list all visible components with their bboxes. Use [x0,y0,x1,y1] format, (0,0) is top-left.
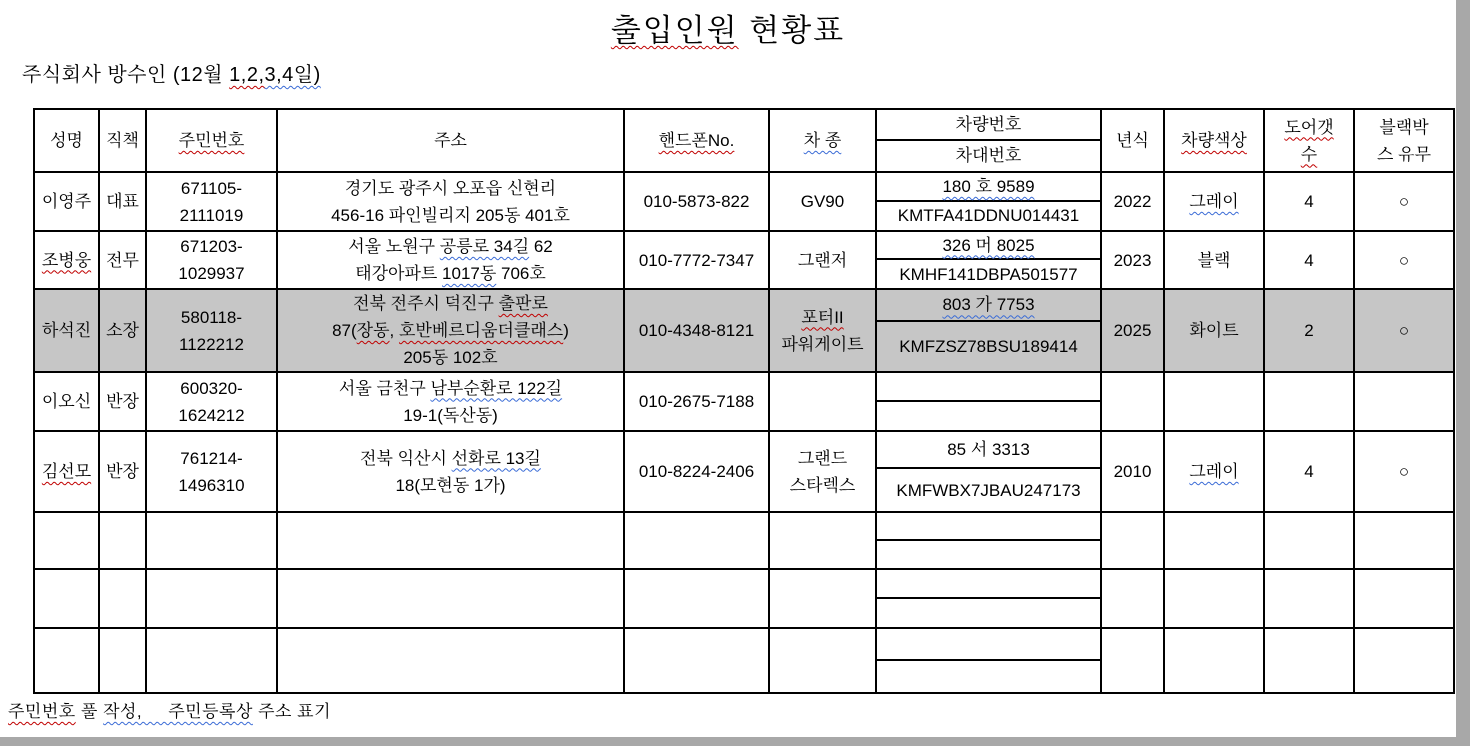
header-plate-no: 차량번호 [877,110,1100,141]
plate-no-subcell [877,373,1100,402]
address-cell: 서울 노원구 공릉로 34길 62 태강아파트 1017동 706호 [277,231,624,289]
name-cell [34,628,99,693]
table-header-row [34,109,1454,172]
plate-no-subcell [877,513,1100,541]
year-cell: 2025 [1101,289,1164,372]
header-name: 성명 [34,109,99,172]
blackbox-cell [1354,231,1454,289]
name-cell: 하석진 [34,289,99,372]
doors-cell [1264,512,1354,569]
address-cell [277,569,624,628]
phone-cell: 010-5873-822 [624,172,769,231]
address-cell: 서울 금천구 남부순환로 122길 19-1(독산동) [277,372,624,431]
header-color: 차량색상 [1164,109,1264,172]
resident-no-cell: 761214-1496310 [146,431,277,512]
circle-mark: ○ [1398,192,1410,211]
year-cell [1101,372,1164,431]
plate-no-subcell: 803 가 7753 [877,290,1100,322]
address-cell [277,512,624,569]
plate-vin-cell [876,231,1101,289]
circle-mark: ○ [1398,321,1410,340]
plate-vin-cell [876,569,1101,628]
footnote: 주민번호 풀 작성, 주민등록상 주소 표기 [8,702,332,721]
color-cell [1164,512,1264,569]
page-edge-bottom [0,737,1470,746]
position-cell [99,628,146,693]
personnel-table [33,108,1455,694]
year-cell: 2023 [1101,231,1164,289]
name-cell: 이오신 [34,372,99,431]
vin-subcell: KMFWBX7JBAU247173 [896,480,1081,500]
header-doors: 도어갯 수 [1264,109,1354,172]
position-cell: 반장 [99,372,146,431]
position-cell [99,512,146,569]
table-row-empty [34,569,1454,628]
doors-cell: 4 [1264,231,1354,289]
circle-mark: ○ [1398,462,1410,481]
table-row [34,172,1454,231]
table-row [34,372,1454,431]
plate-vin-cell [876,372,1101,431]
blackbox-cell [1354,431,1454,512]
plate-no-subcell: 326 머 8025 [877,232,1100,260]
phone-cell [624,628,769,693]
year-cell [1101,569,1164,628]
vin-subcell [877,541,1100,569]
plate-vin-cell [876,289,1101,372]
header-vin: 차대번호 [955,146,1022,166]
blackbox-cell [1354,628,1454,693]
vin-subcell: KMTFA41DDNU014431 [897,206,1080,226]
blackbox-cell [1354,289,1454,372]
table-row-empty [34,628,1454,693]
name-cell: 조병웅 [34,231,99,289]
year-cell [1101,512,1164,569]
plate-vin-cell [876,431,1101,512]
doors-cell: 4 [1264,431,1354,512]
plate-vin-cell [876,628,1101,693]
position-cell [99,569,146,628]
address-cell: 전북 전주시 덕진구 출판로 87(장동, 호반베르디움더클래스) 205동 102호 [277,289,624,372]
doors-cell [1264,569,1354,628]
name-cell: 이영주 [34,172,99,231]
phone-cell: 010-4348-8121 [624,289,769,372]
position-cell: 소장 [99,289,146,372]
year-cell [1101,628,1164,693]
year-cell: 2022 [1101,172,1164,231]
resident-no-cell: 671203-1029937 [146,231,277,289]
plate-no-subcell [877,570,1100,599]
name-cell [34,512,99,569]
plate-vin-cell [876,172,1101,231]
header-resident-no: 주민번호 [146,109,277,172]
table-row [34,231,1454,289]
blackbox-cell [1354,569,1454,628]
position-cell: 반장 [99,431,146,512]
phone-cell: 010-8224-2406 [624,431,769,512]
color-cell: 블랙 [1164,231,1264,289]
position-cell: 대표 [99,172,146,231]
page-title: 출입인원 현황표 [610,13,846,48]
color-cell: 그레이 [1164,172,1264,231]
doors-cell: 2 [1264,289,1354,372]
header-address: 주소 [277,109,624,172]
resident-no-cell [146,569,277,628]
resident-no-cell: 671105-2111019 [146,172,277,231]
plate-no-subcell [877,629,1100,661]
car-type-cell [769,372,876,431]
address-cell: 경기도 광주시 오포읍 신현리 456-16 파인빌리지 205동 401호 [277,172,624,231]
header-position: 직책 [99,109,146,172]
car-type-cell [769,628,876,693]
phone-cell [624,569,769,628]
header-plate-vin [876,109,1101,172]
car-type-cell [769,569,876,628]
color-cell [1164,628,1264,693]
vin-subcell [877,599,1100,628]
name-cell: 김선모 [34,431,99,512]
address-cell: 전북 익산시 선화로 13길 18(모현동 1가) [277,431,624,512]
blackbox-cell [1354,372,1454,431]
car-type-cell: GV90 [769,172,876,231]
resident-no-cell [146,628,277,693]
car-type-cell: 포터II 파워게이트 [769,289,876,372]
color-cell: 화이트 [1164,289,1264,372]
circle-mark: ○ [1398,250,1410,270]
table-row-empty [34,512,1454,569]
doors-cell: 4 [1264,172,1354,231]
vin-subcell [877,661,1100,693]
color-cell: 그레이 [1164,431,1264,512]
page-edge-right [1456,0,1470,746]
header-year: 년식 [1101,109,1164,172]
resident-no-cell: 600320-1624212 [146,372,277,431]
header-blackbox: 블랙박 스 유무 [1354,109,1454,172]
vin-subcell: KMFZSZ78BSU189414 [899,336,1078,356]
car-type-cell: 그랜드 스타렉스 [769,431,876,512]
name-cell [34,569,99,628]
color-cell [1164,569,1264,628]
plate-no-subcell: 180 호 9589 [877,173,1100,202]
header-phone: 핸드폰No. [624,109,769,172]
phone-cell [624,512,769,569]
phone-cell: 010-2675-7188 [624,372,769,431]
table-row [34,431,1454,512]
phone-cell: 010-7772-7347 [624,231,769,289]
car-type-cell: 그랜저 [769,231,876,289]
year-cell: 2010 [1101,431,1164,512]
plate-vin-cell [876,512,1101,569]
position-cell: 전무 [99,231,146,289]
table-row-highlighted [34,289,1454,372]
vin-subcell: KMHF141DBPA501577 [899,264,1078,284]
address-cell [277,628,624,693]
vin-subcell [877,402,1100,431]
document-subtitle: 주식회사 방수인 (12월 1,2,3,4일) [22,64,321,86]
doors-cell [1264,372,1354,431]
resident-no-cell [146,512,277,569]
resident-no-cell: 580118-1122212 [146,289,277,372]
plate-no-subcell: 85 서 3313 [877,432,1100,469]
blackbox-cell [1354,512,1454,569]
blackbox-cell [1354,172,1454,231]
header-car-type: 차 종 [769,109,876,172]
color-cell [1164,372,1264,431]
doors-cell [1264,628,1354,693]
car-type-cell [769,512,876,569]
